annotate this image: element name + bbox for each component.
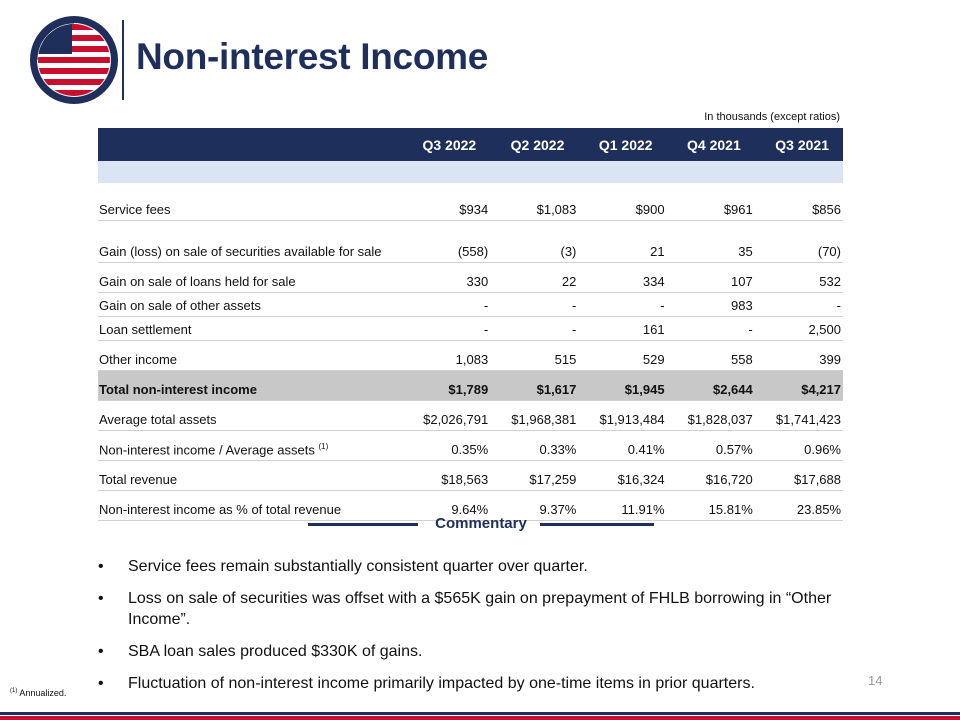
cell: 529: [578, 341, 666, 371]
table-row-total-revenue: [98, 461, 843, 491]
commentary-bullets: [98, 556, 838, 705]
cell: 399: [755, 341, 843, 371]
cell: -: [402, 293, 490, 317]
cell: $17,688: [755, 461, 843, 491]
units-note: In thousands (except ratios): [704, 111, 840, 123]
cell: $4,217: [755, 371, 843, 401]
table-row-income-to-assets: [98, 431, 843, 461]
cell: 9.37%: [490, 491, 578, 521]
cell: $1,968,381: [490, 401, 578, 431]
cell: $1,789: [402, 371, 490, 401]
cell: $18,563: [402, 461, 490, 491]
row-label: Gain on sale of loans held for sale: [98, 263, 402, 293]
commentary-label: Commentary: [435, 515, 527, 532]
cell: 2,500: [755, 317, 843, 341]
company-logo-icon: [28, 14, 120, 106]
commentary-rule-right: [540, 523, 654, 526]
cell: 0.35%: [402, 431, 490, 461]
page-number: 14: [868, 673, 883, 688]
column-header: Q3 2022: [422, 136, 477, 153]
non-interest-income-table: [98, 128, 843, 521]
cell: 35: [667, 221, 755, 263]
cell: $16,720: [667, 461, 755, 491]
row-label: Average total assets: [98, 401, 402, 431]
bullet-icon: •: [98, 590, 104, 607]
cell: $961: [667, 191, 755, 221]
cell: $1,945: [578, 371, 666, 401]
row-label: Total revenue: [98, 461, 402, 491]
table-row-other-income: [98, 341, 843, 371]
cell: $1,617: [490, 371, 578, 401]
cell: 515: [490, 341, 578, 371]
cell: 9.64%: [402, 491, 490, 521]
table-row-total-non-interest-income: [98, 371, 843, 401]
title-divider: [122, 20, 124, 100]
bullet-icon: •: [98, 643, 104, 660]
table-row-average-total-assets: [98, 401, 843, 431]
cell: 15.81%: [667, 491, 755, 521]
cell: $17,259: [490, 461, 578, 491]
cell: 334: [578, 263, 666, 293]
bullet-icon: •: [98, 558, 104, 575]
row-label: Service fees: [98, 191, 402, 221]
cell: -: [578, 293, 666, 317]
cell: -: [667, 317, 755, 341]
bottom-band: [0, 712, 960, 720]
cell: 1,083: [402, 341, 490, 371]
bullet-text: Fluctuation of non-interest income primarily impacted by one-time items in prior quarters.: [128, 675, 755, 692]
bottom-navy-stripe: [0, 712, 960, 715]
table-row-service-fees: [98, 191, 843, 221]
table-row-loans-gain: [98, 263, 843, 293]
cell: 22: [490, 263, 578, 293]
bullet-item: [98, 588, 838, 630]
cell: 23.85%: [755, 491, 843, 521]
cell: 532: [755, 263, 843, 293]
cell: $934: [402, 191, 490, 221]
page-title: Non-interest Income: [136, 36, 489, 77]
row-label-text: Non-interest income / Average assets: [99, 442, 315, 457]
cell: $900: [578, 191, 666, 221]
table-row-securities-gain-loss: [98, 221, 843, 263]
bullet-item: [98, 641, 838, 662]
cell: 0.41%: [578, 431, 666, 461]
row-label: Total non-interest income: [98, 371, 402, 401]
footnote-marker: (1): [10, 688, 18, 694]
cell: -: [402, 317, 490, 341]
bottom-red-stripe: [0, 716, 960, 720]
row-label: [98, 431, 402, 461]
cell: $856: [755, 191, 843, 221]
row-label: Gain (loss) on sale of securities available for sale: [98, 221, 402, 263]
footnote-text: Annualized.: [19, 688, 67, 698]
cell: (70): [755, 221, 843, 263]
bullet-text: SBA loan sales produced $330K of gains.: [128, 643, 423, 660]
row-label: Non-interest income as % of total revenue: [98, 491, 402, 521]
cell: 21: [578, 221, 666, 263]
cell: $16,324: [578, 461, 666, 491]
cell: $1,913,484: [578, 401, 666, 431]
table-header-subband: [98, 161, 843, 183]
bullet-text: Loss on sale of securities was offset with a $565K gain on prepayment of FHLB borrowing in “Other Income”.: [128, 590, 832, 628]
cell: 0.57%: [667, 431, 755, 461]
bullet-text: Service fees remain substantially consistent quarter over quarter.: [128, 558, 588, 575]
commentary-heading: [308, 514, 654, 536]
cell: $2,644: [667, 371, 755, 401]
cell: 161: [578, 317, 666, 341]
cell: 11.91%: [578, 491, 666, 521]
table-row-other-assets-gain: [98, 293, 843, 317]
bullet-item: [98, 673, 838, 694]
bullet-item: [98, 556, 838, 577]
column-header: Q1 2022: [598, 136, 653, 153]
cell: -: [490, 317, 578, 341]
cell: 0.96%: [755, 431, 843, 461]
cell: $1,083: [490, 191, 578, 221]
bullet-icon: •: [98, 675, 104, 692]
footnote-marker: (1): [318, 441, 329, 451]
row-label: Gain on sale of other assets: [98, 293, 402, 317]
cell: 0.33%: [490, 431, 578, 461]
cell: -: [755, 293, 843, 317]
cell: 558: [667, 341, 755, 371]
column-header: Q2 2022: [510, 136, 565, 153]
footnote: [10, 688, 66, 698]
cell: 330: [402, 263, 490, 293]
row-label: Loan settlement: [98, 317, 402, 341]
column-header: Q3 2021: [775, 136, 829, 153]
cell: (3): [490, 221, 578, 263]
table-row-loan-settlement: [98, 317, 843, 341]
column-header: Q4 2021: [687, 136, 741, 153]
cell: $2,026,791: [402, 401, 490, 431]
cell: -: [490, 293, 578, 317]
cell: $1,828,037: [667, 401, 755, 431]
cell: 983: [667, 293, 755, 317]
cell: (558): [402, 221, 490, 263]
table-header-row: [98, 128, 843, 161]
cell: $1,741,423: [755, 401, 843, 431]
row-label: Other income: [98, 341, 402, 371]
cell: 107: [667, 263, 755, 293]
